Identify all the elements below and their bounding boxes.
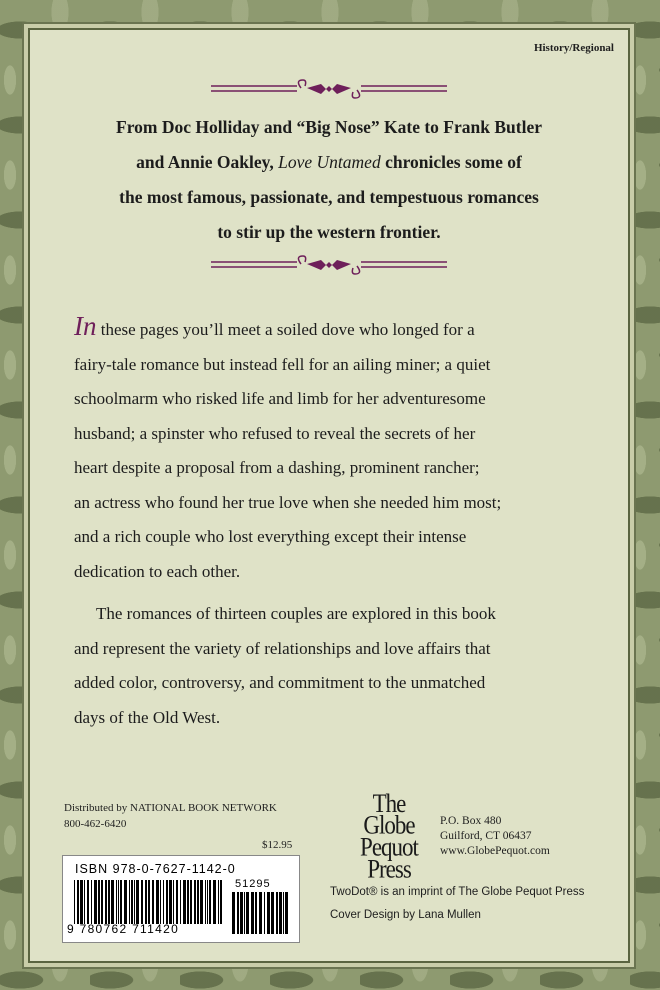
barcode-bar bbox=[209, 880, 211, 924]
line: The romances of thirteen couples are explored in this book bbox=[96, 604, 496, 623]
barcode-bar bbox=[160, 880, 161, 924]
barcode-bar bbox=[169, 880, 172, 924]
barcode-bar bbox=[145, 880, 147, 924]
publisher-logo bbox=[336, 788, 442, 884]
line: added color, controversy, and commitment to the unmatched bbox=[74, 673, 486, 692]
barcode-bar bbox=[200, 880, 203, 924]
barcode-bar bbox=[220, 880, 222, 924]
barcode-bar bbox=[276, 892, 278, 934]
address-line: P.O. Box 480 bbox=[440, 815, 502, 827]
line: dedication to each other. bbox=[74, 561, 241, 581]
barcode-bar bbox=[232, 892, 235, 934]
cover-design-credit: Cover Design by Lana Mullen bbox=[330, 909, 481, 921]
line: schoolmarm who risked life and limb for her adventuresome bbox=[74, 389, 486, 408]
line: heart despite a proposal from a dashing, prominent rancher; bbox=[74, 458, 480, 477]
barcode-bar bbox=[77, 880, 79, 924]
drop-cap: In bbox=[74, 311, 97, 341]
barcode-bar bbox=[98, 880, 100, 924]
line bbox=[74, 311, 475, 341]
barcode-bar bbox=[156, 880, 159, 924]
isbn-text: ISBN 978-0-7627-1142-0 bbox=[75, 862, 236, 876]
barcode-bar bbox=[84, 880, 85, 924]
barcode-bar bbox=[120, 880, 122, 924]
barcode-bar bbox=[131, 880, 133, 924]
ean-number: 9 780762 711420 bbox=[67, 922, 180, 936]
barcode-bar bbox=[105, 880, 107, 924]
barcode-bar bbox=[190, 880, 192, 924]
barcode bbox=[62, 855, 300, 943]
barcode-bar bbox=[163, 880, 164, 924]
logo-word: The bbox=[372, 788, 406, 818]
barcode-bar bbox=[213, 880, 216, 924]
barcode-bar bbox=[91, 880, 92, 924]
barcode-bar bbox=[180, 880, 181, 924]
description-paragraph-2 bbox=[74, 597, 598, 735]
barcode-bar bbox=[279, 892, 282, 934]
imprint-note: TwoDot® is an imprint of The Globe Pequot Press bbox=[330, 886, 585, 898]
ornament-divider-top bbox=[209, 78, 449, 100]
logo-word: Globe bbox=[363, 810, 415, 840]
publisher-address bbox=[440, 814, 550, 859]
barcode-bar bbox=[244, 892, 245, 934]
blurb-line: to stir up the western frontier. bbox=[217, 222, 441, 242]
logo-word: Press bbox=[367, 854, 411, 884]
blurb-text: and Annie Oakley, bbox=[136, 152, 279, 172]
barcode-bar bbox=[240, 892, 243, 934]
barcode-bar bbox=[134, 880, 135, 924]
barcode-bar bbox=[218, 880, 219, 924]
barcode-bar bbox=[136, 880, 139, 924]
barcode-bar bbox=[207, 880, 208, 924]
ean-barcode-bars bbox=[73, 880, 223, 924]
barcode-bar bbox=[173, 880, 174, 924]
barcode-bar bbox=[118, 880, 119, 924]
barcode-bar bbox=[187, 880, 189, 924]
blurb-text: chronicles some of bbox=[380, 152, 522, 172]
barcode-bar bbox=[285, 892, 288, 934]
book-title: Love Untamed bbox=[278, 152, 381, 172]
barcode-bar bbox=[80, 880, 83, 924]
barcode-bar bbox=[197, 880, 199, 924]
barcode-bar bbox=[176, 880, 178, 924]
distributor-phone: 800-462-6420 bbox=[64, 818, 127, 830]
barcode-bar bbox=[237, 892, 239, 934]
ornament-divider-bottom bbox=[209, 254, 449, 276]
distributor-info bbox=[64, 800, 277, 832]
barcode-bar bbox=[264, 892, 265, 934]
barcode-bar bbox=[101, 880, 103, 924]
barcode-bar bbox=[87, 880, 89, 924]
description bbox=[74, 313, 598, 735]
line: husband; a spinster who refused to reveal the secrets of her bbox=[74, 423, 476, 443]
barcode-bar bbox=[129, 880, 130, 924]
addon-barcode-bars bbox=[231, 892, 289, 934]
barcode-bar bbox=[251, 892, 254, 934]
barcode-bar bbox=[116, 880, 117, 924]
blurb-line: From Doc Holliday and “Big Nose” Kate to Frank Butler bbox=[116, 117, 542, 137]
barcode-bar bbox=[141, 880, 143, 924]
barcode-bar bbox=[283, 892, 284, 934]
description-paragraph-1 bbox=[74, 313, 598, 589]
blurb bbox=[44, 110, 614, 250]
barcode-bar bbox=[271, 892, 274, 934]
address-line: Guilford, CT 06437 bbox=[440, 830, 532, 842]
barcode-bar bbox=[152, 880, 154, 924]
back-cover-panel bbox=[28, 28, 630, 963]
barcode-bar bbox=[183, 880, 186, 924]
blurb-line bbox=[44, 145, 614, 180]
line: and a rich couple who lost everything except their intense bbox=[74, 527, 467, 546]
barcode-bar bbox=[255, 892, 257, 934]
barcode-bar bbox=[246, 892, 249, 934]
line: fairy-tale romance but instead fell for an ailing miner; a quiet bbox=[74, 354, 491, 374]
blurb-line: the most famous, passionate, and tempestuous romances bbox=[119, 187, 539, 207]
barcode-bar bbox=[108, 880, 110, 924]
addon-number: 51295 bbox=[235, 878, 271, 890]
barcode-bar bbox=[205, 880, 206, 924]
line-text: these pages you’ll meet a soiled dove who longed for a bbox=[96, 320, 475, 339]
distributor-name: Distributed by NATIONAL BOOK NETWORK bbox=[64, 802, 277, 814]
barcode-bar bbox=[166, 880, 168, 924]
barcode-bar bbox=[259, 892, 262, 934]
logo-word: Pequot bbox=[360, 832, 418, 862]
address-website: www.GlobePequot.com bbox=[440, 845, 550, 857]
barcode-bar bbox=[267, 892, 270, 934]
line: an actress who found her true love when she needed him most; bbox=[74, 492, 502, 512]
barcode-bar bbox=[74, 880, 75, 924]
barcode-bar bbox=[194, 880, 196, 924]
barcode-bar bbox=[124, 880, 127, 924]
line: days of the Old West. bbox=[74, 707, 221, 727]
barcode-bar bbox=[94, 880, 97, 924]
barcode-bar bbox=[111, 880, 114, 924]
price: $12.95 bbox=[262, 839, 293, 851]
barcode-bar bbox=[148, 880, 150, 924]
category-label: History/Regional bbox=[533, 42, 614, 54]
line: and represent the variety of relationships and love affairs that bbox=[74, 638, 491, 658]
